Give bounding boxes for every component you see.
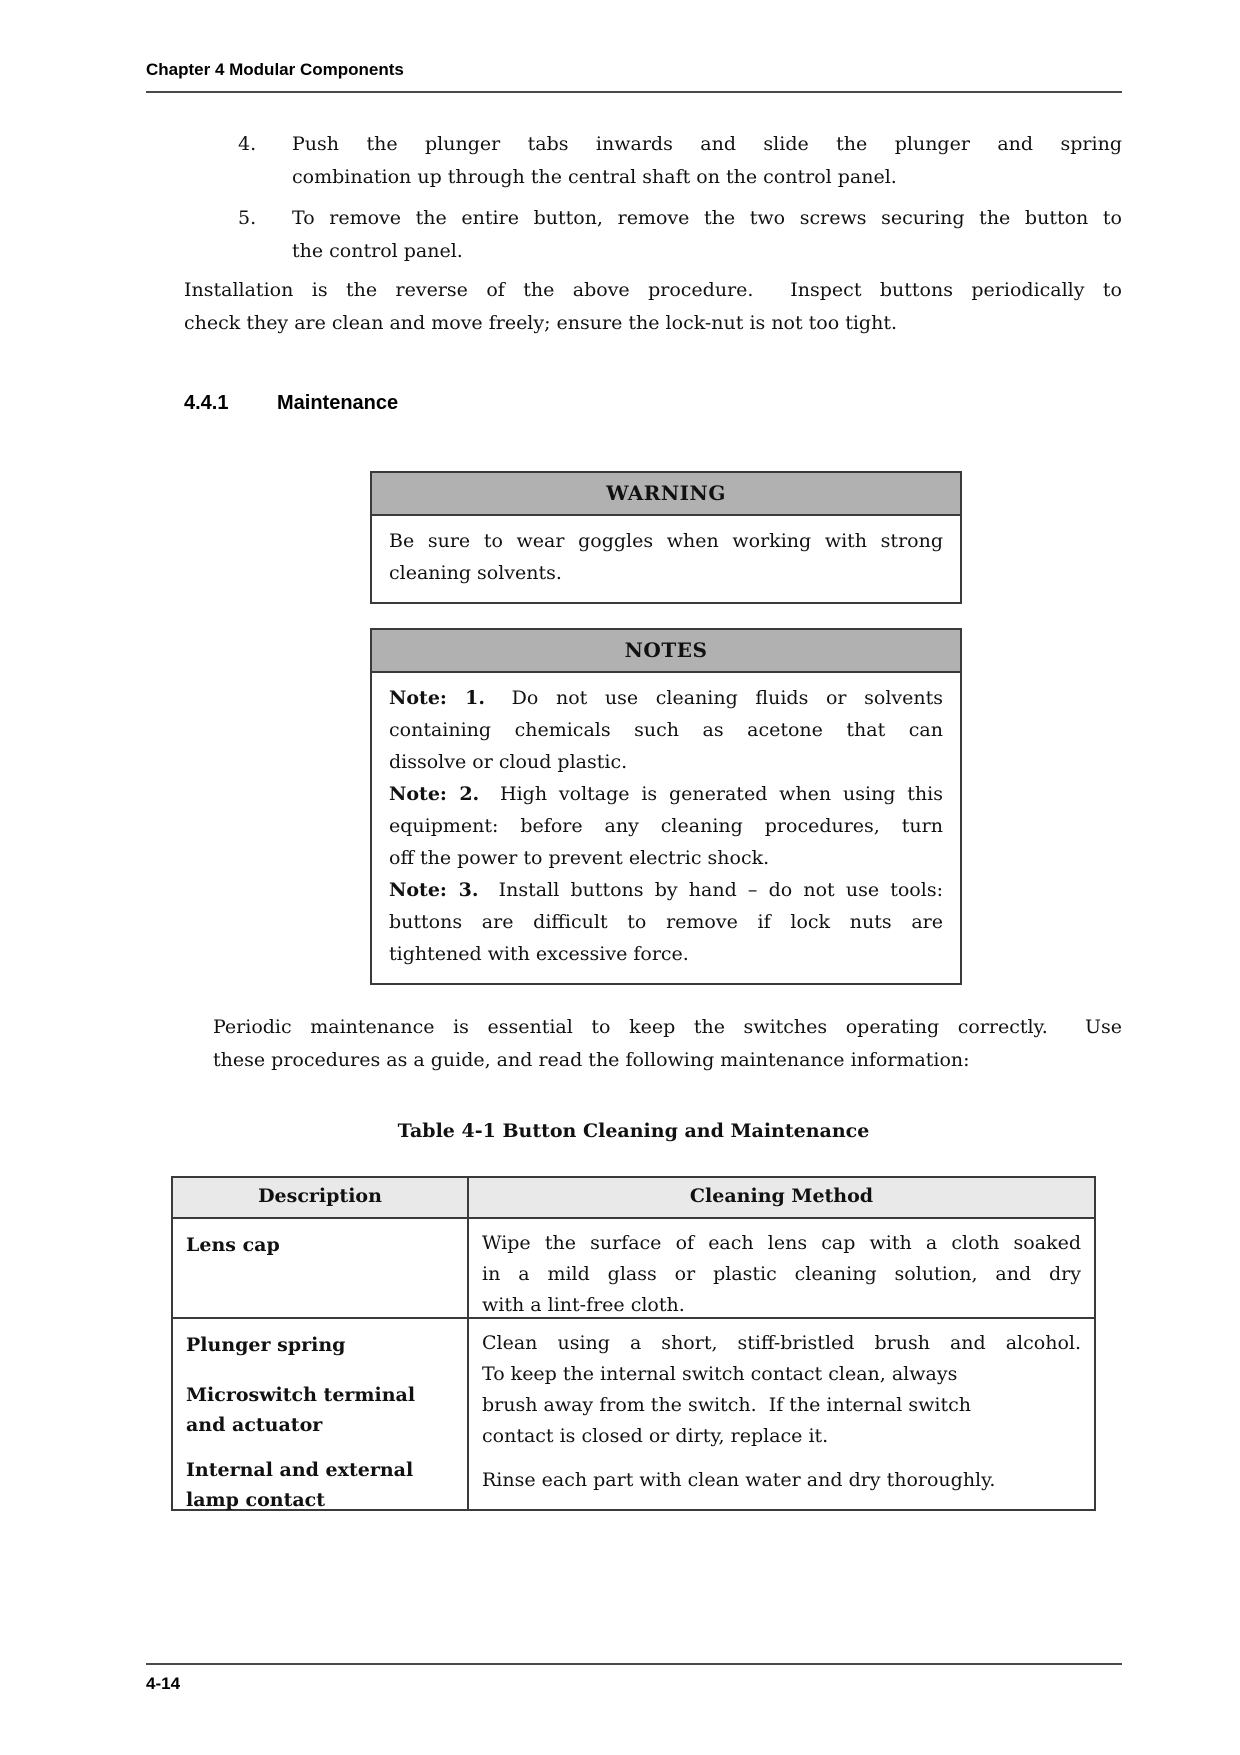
warning-box (370, 471, 962, 604)
row-label: Internal and external lamp contact (186, 1459, 414, 1511)
warning-box-title: WARNING (372, 473, 960, 516)
warning-box-body (372, 516, 960, 602)
notes-box-title: NOTES (372, 630, 960, 673)
note-prefix: Note: 1. (389, 687, 485, 709)
table-header-cleaning-method: Cleaning Method (689, 1185, 874, 1207)
item-text-line: Push the plunger tabs inwards and slide the plunger and spring (292, 133, 1122, 155)
table-row-lens-cap (173, 1219, 1094, 1319)
table-row-plunger-contacts (173, 1319, 1094, 1509)
paragraph-line: these procedures as a guide, and read the following maintenance information: (213, 1049, 970, 1071)
note-text-line: containing chemicals such as acetone that can (389, 719, 943, 741)
row-label: Plunger spring (186, 1334, 346, 1356)
item-text-line: combination up through the central shaft on the control panel. (292, 166, 897, 188)
description-cell (173, 1219, 469, 1317)
notes-box-body (372, 673, 960, 983)
table-header-description: Description (173, 1178, 469, 1217)
note-prefix: Note: 2. (389, 783, 480, 805)
method-line: in a mild glass or plastic cleaning solution, and dry (482, 1263, 1081, 1285)
paragraph-line: Installation is the reverse of the above procedure. Inspect buttons periodically to (184, 279, 1122, 301)
note-text-line: tightened with excessive force. (389, 943, 689, 965)
method-line: Wipe the surface of each lens cap with a cloth soaked (482, 1232, 1081, 1254)
maintenance-table (171, 1176, 1096, 1511)
note-item-2 (389, 778, 943, 874)
row-label: Microswitch terminal and actuator (186, 1384, 416, 1436)
note-text-line: dissolve or cloud plastic. (389, 751, 628, 773)
section-title: Maintenance (277, 392, 399, 414)
notes-box (370, 628, 962, 985)
section-number: 4.4.1 (184, 392, 229, 414)
item-text-line: the control panel. (292, 240, 463, 262)
chapter-header: Chapter 4 Modular Components (146, 60, 404, 79)
warning-line: cleaning solvents. (389, 562, 562, 584)
paragraph-periodic-maintenance (213, 1011, 1122, 1077)
cleaning-method-cell (469, 1319, 1094, 1509)
paragraph-line: check they are clean and move freely; ensure the lock-nut is not too tight. (184, 312, 898, 334)
footer-rule (146, 1663, 1122, 1665)
note-item-1 (389, 682, 943, 778)
description-cell (173, 1319, 469, 1509)
footer-page-number: 4-14 (146, 1674, 181, 1693)
note-text-line: off the power to prevent electric shock. (389, 847, 770, 869)
section-heading (184, 392, 398, 415)
list-item-step-5 (238, 202, 1122, 268)
note-text: Do not use cleaning fluids or solvents (511, 687, 944, 709)
paragraph-line: Periodic maintenance is essential to keep the switches operating correctly. Use (213, 1016, 1122, 1038)
note-item-3 (389, 874, 943, 970)
item-number: 5. (238, 207, 257, 229)
header-rule (146, 91, 1122, 93)
method-line: brush away from the switch. If the internal switch (482, 1394, 971, 1416)
note-text: Install buttons by hand – do not use tools: (498, 879, 943, 901)
cleaning-method-cell (469, 1219, 1094, 1317)
row-label: Lens cap (186, 1234, 280, 1256)
note-prefix: Note: 3. (389, 879, 479, 901)
table-header-row (173, 1178, 1094, 1219)
table-caption: Table 4-1 Button Cleaning and Maintenance (397, 1120, 870, 1142)
note-text: High voltage is generated when using this (500, 783, 943, 805)
method-line: Clean using a short, stiff-bristled brush and alcohol. (482, 1332, 1081, 1354)
note-text-line: equipment: before any cleaning procedures, turn (389, 815, 943, 837)
method-line: To keep the internal switch contact clean, always (482, 1363, 958, 1385)
paragraph-installation (184, 274, 1122, 340)
method-line: with a lint-free cloth. (482, 1294, 685, 1316)
item-number: 4. (238, 133, 257, 155)
note-text-line: buttons are difficult to remove if lock nuts are (389, 911, 943, 933)
method-line: Rinse each part with clean water and dry thoroughly. (482, 1469, 996, 1491)
list-item-step-4 (238, 128, 1122, 194)
warning-line: Be sure to wear goggles when working with strong (389, 530, 943, 552)
item-text-line: To remove the entire button, remove the two screws securing the button to (292, 207, 1122, 229)
method-line: contact is closed or dirty, replace it. (482, 1425, 829, 1447)
